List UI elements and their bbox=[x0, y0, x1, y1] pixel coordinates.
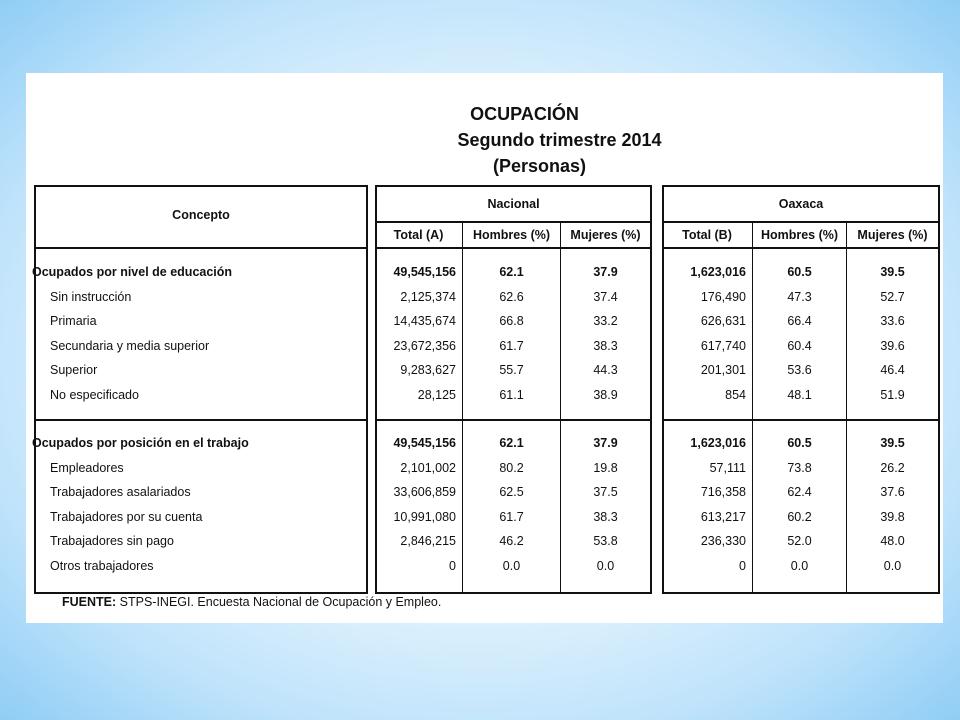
section-divider-oaxaca bbox=[662, 419, 940, 421]
row-value: 37.5 bbox=[593, 485, 618, 499]
row-label: Primaria bbox=[50, 314, 97, 328]
row-value: 0.0 bbox=[502, 558, 521, 573]
header-hombres-oaxaca: Hombres (%) bbox=[760, 228, 839, 242]
row-label: Trabajadores asalariados bbox=[50, 485, 191, 499]
row-value: 52.0 bbox=[787, 534, 812, 548]
header-total-b: Total (B) bbox=[682, 228, 732, 242]
row-value: 61.1 bbox=[499, 387, 524, 402]
row-value: 61.7 bbox=[499, 338, 524, 353]
row-value: 201,301 bbox=[700, 363, 746, 377]
row-value: 66.4 bbox=[787, 314, 812, 328]
document-image bbox=[26, 73, 943, 623]
header-oaxaca: Oaxaca bbox=[778, 197, 824, 211]
row-value: 39.5 bbox=[880, 265, 905, 279]
row-value: 617,740 bbox=[700, 338, 746, 353]
row-value: 38.9 bbox=[593, 387, 618, 402]
row-value: 0.0 bbox=[883, 558, 902, 573]
nacional-subheader-divider bbox=[375, 221, 652, 223]
header-mujeres-oaxaca: Mujeres (%) bbox=[857, 228, 928, 242]
row-value: 626,631 bbox=[700, 314, 746, 328]
row-value: 60.4 bbox=[787, 338, 812, 353]
row-label: Sin instrucción bbox=[50, 289, 132, 304]
title-block bbox=[26, 101, 943, 179]
row-value: 37.4 bbox=[593, 289, 618, 304]
row-label: Empleadores bbox=[50, 460, 124, 475]
row-value: 57,111 bbox=[709, 460, 746, 475]
subtitle-units: (Personas) bbox=[492, 156, 587, 176]
row-value: 39.5 bbox=[880, 436, 905, 450]
row-value: 38.3 bbox=[593, 509, 618, 524]
row-value: 38.3 bbox=[593, 338, 618, 353]
section-heading-label: Ocupados por nivel de educación bbox=[32, 265, 233, 279]
row-value: 48.1 bbox=[787, 387, 812, 402]
row-value: 46.4 bbox=[880, 363, 905, 377]
row-value: 33.6 bbox=[880, 314, 905, 328]
section-divider-concepto bbox=[34, 419, 368, 421]
row-value: 10,991,080 bbox=[393, 509, 456, 524]
header-mujeres-nacional: Mujeres (%) bbox=[570, 228, 641, 242]
row-value: 9,283,627 bbox=[400, 363, 456, 377]
row-value: 28,125 bbox=[417, 387, 456, 402]
row-label: Superior bbox=[50, 363, 98, 377]
row-value: 2,846,215 bbox=[400, 534, 456, 548]
row-value: 55.7 bbox=[499, 363, 524, 377]
row-label: Trabajadores sin pago bbox=[50, 534, 174, 548]
source-text: STPS-INEGI. Encuesta Nacional de Ocupación y Empleo. bbox=[116, 595, 442, 609]
row-value: 0.0 bbox=[790, 558, 809, 573]
row-value: 37.6 bbox=[880, 485, 905, 499]
concepto-header-divider bbox=[34, 247, 368, 249]
row-value: 46.2 bbox=[499, 534, 524, 548]
row-value: 26.2 bbox=[880, 460, 905, 475]
row-value: 52.7 bbox=[880, 289, 905, 304]
row-value: 62.1 bbox=[499, 436, 524, 450]
header-hombres-nacional: Hombres (%) bbox=[472, 228, 551, 242]
row-value: 613,217 bbox=[700, 509, 746, 524]
section-divider-nacional bbox=[375, 419, 652, 421]
title: OCUPACIÓN bbox=[470, 104, 579, 124]
row-value: 60.5 bbox=[787, 265, 812, 279]
row-value: 51.9 bbox=[880, 387, 905, 402]
row-label: Secundaria y media superior bbox=[50, 338, 210, 353]
subtitle-period: Segundo trimestre 2014 bbox=[457, 130, 662, 150]
row-value: 1,623,016 bbox=[690, 265, 746, 279]
row-value: 14,435,674 bbox=[393, 314, 456, 328]
row-value: 60.5 bbox=[787, 436, 812, 450]
row-value: 44.3 bbox=[593, 363, 618, 377]
row-value: 37.9 bbox=[593, 436, 618, 450]
row-value: 176,490 bbox=[700, 289, 746, 304]
row-value: 66.8 bbox=[499, 314, 524, 328]
row-value: 49,545,156 bbox=[393, 265, 456, 279]
row-value: 33,606,859 bbox=[393, 485, 456, 499]
oaxaca-subheader-divider bbox=[662, 221, 940, 223]
row-value: 33.2 bbox=[593, 314, 618, 328]
row-value: 0 bbox=[739, 558, 746, 573]
row-value: 47.3 bbox=[787, 289, 812, 304]
row-value: 39.6 bbox=[880, 338, 905, 353]
row-label: No especificado bbox=[50, 387, 139, 402]
row-value: 62.1 bbox=[499, 265, 524, 279]
header-nacional: Nacional bbox=[487, 197, 540, 211]
row-value: 716,358 bbox=[700, 485, 746, 499]
row-label: Trabajadores por su cuenta bbox=[50, 509, 203, 524]
row-value: 0 bbox=[449, 558, 456, 573]
row-value: 53.6 bbox=[787, 363, 812, 377]
row-value: 60.2 bbox=[787, 509, 812, 524]
row-value: 62.5 bbox=[499, 485, 524, 499]
row-value: 37.9 bbox=[593, 265, 618, 279]
row-value: 2,101,002 bbox=[400, 460, 456, 475]
row-value: 80.2 bbox=[499, 460, 524, 475]
row-value: 53.8 bbox=[593, 534, 618, 548]
row-value: 73.8 bbox=[787, 460, 812, 475]
oaxaca-header-divider bbox=[662, 247, 940, 249]
section-heading-label: Ocupados por posición en el trabajo bbox=[32, 436, 249, 450]
source-note bbox=[62, 595, 441, 609]
header-total-a: Total (A) bbox=[393, 228, 444, 242]
row-value: 39.8 bbox=[880, 509, 905, 524]
row-label: Otros trabajadores bbox=[50, 558, 154, 573]
row-value: 62.6 bbox=[499, 289, 524, 304]
row-value: 0.0 bbox=[596, 558, 615, 573]
row-value: 2,125,374 bbox=[400, 289, 456, 304]
row-value: 61.7 bbox=[499, 509, 524, 524]
row-value: 48.0 bbox=[880, 534, 905, 548]
source-prefix: FUENTE: bbox=[62, 595, 117, 609]
row-value: 23,672,356 bbox=[393, 338, 456, 353]
nacional-header-divider bbox=[375, 247, 652, 249]
row-value: 49,545,156 bbox=[393, 436, 456, 450]
row-value: 62.4 bbox=[787, 485, 812, 499]
header-concepto: Concepto bbox=[172, 208, 230, 222]
row-value: 854 bbox=[725, 387, 746, 402]
row-value: 236,330 bbox=[700, 534, 746, 548]
row-value: 19.8 bbox=[593, 460, 618, 475]
row-value: 1,623,016 bbox=[690, 436, 746, 450]
